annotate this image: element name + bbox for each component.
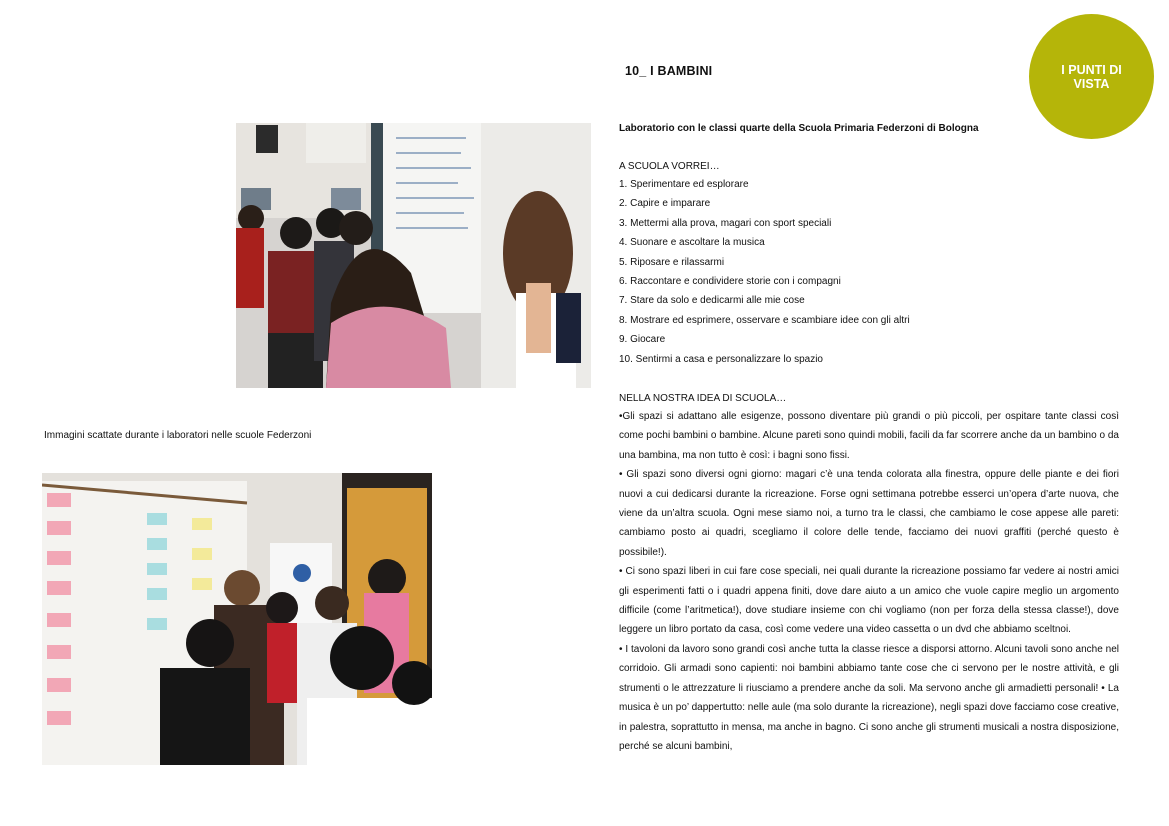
list-item: 6. Raccontare e condividere storie con i compagni (619, 276, 841, 288)
list-item: 10. Sentirmi a casa e personalizzare lo spazio (619, 353, 823, 365)
idea-heading: NELLA NOSTRA IDEA DI SCUOLA… (619, 393, 787, 404)
wish-heading: A SCUOLA VORREI… (619, 161, 720, 172)
list-item: 4. Suonare e ascoltare la musica (619, 237, 765, 249)
idea-paragraph: • Gli spazi sono diversi ogni giorno: magari c’è una tenda colorata alla finestra, oppure delle piante e dei fiori nuovi a cui dedicarsi durante la ricreazione. Forse ogni settimana potrebbe esserci un’opera d’arte nuova, che viene da un’altra scuola. Ogni mese siamo noi, a turno tra le classi, che cambiamo le cose appese alle pareti: cambiamo posto ai quadri, scegliamo il colore delle tende, facciamo dei nuovi graffiti (perché questo è possibile!). (619, 469, 1119, 558)
photo-caption: Immagini scattate durante i laboratori nelle scuole Federzoni (44, 430, 312, 441)
children-at-board-image (236, 123, 591, 388)
idea-paragraph: • I tavoloni da lavoro sono grandi così anche tutta la classe riesce a disporsi attorno. Alcuni tavoli sono anche nel corridoio. Gli armadi sono capienti: noi bambini abbiamo tante cose che ci servono per le nostre attività, e gli strumenti o le attrezzature li riusciamo a prendere anche da soli. Ma servono anche gli armadietti personali! • La musica è un po’ dappertutto: nelle aule (ma solo durante la ricreazione), negli spazi dove facciamo cose creative, in palestra, soprattutto in mensa, ma anche in bagno. Ci sono anche gli strumenti musicali a nostra disposizione, perché se alcuni bambini, (619, 643, 1119, 752)
idea-paragraph: • Ci sono spazi liberi in cui fare cose speciali, nei quali durante la ricreazione possiamo far vedere ai nostri amici gli esperimenti fatti o i quadri appena finiti, dove dare aiuto a un amico che vuole capire meglio un argomento difficile (come l’aritmetica!), dove studiare insieme con chi vogliamo (non per forza della stessa classe!), dove leggere un libro portato da casa, così come vedere una video cassetta o un dvd che abbiamo sceltnoi. (619, 566, 1119, 636)
classroom-photo-top (236, 123, 591, 388)
list-item: 8. Mostrare ed esprimere, osservare e scambiare idee con gli altri (619, 314, 910, 326)
list-item: 3. Mettermi alla prova, magari con sport speciali (619, 217, 832, 229)
wish-list (619, 175, 1119, 369)
badge-line-1: I PUNTI DI (1061, 62, 1122, 77)
idea-paragraph: •Gli spazi si adattano alle esigenze, possono diventare più grandi o più piccoli, per ospitare tante classi così come pochi bambini o bambine. Alcune pareti sono quindi mobili, facili da far scorrere anche da un bambino o da una bambina, ma non tutto è così: i bagni sono fissi. (619, 411, 1119, 461)
list-item: 5. Riposare e rilassarmi (619, 256, 725, 268)
list-item: 2. Capire e imparare (619, 198, 711, 210)
classroom-photo-bottom (42, 473, 432, 765)
list-item: 9. Giocare (619, 334, 666, 346)
children-at-notes-board-image (42, 473, 432, 765)
list-item: 1. Sperimentare ed esplorare (619, 179, 749, 190)
lab-subtitle: Laboratorio con le classi quarte della Scuola Primaria Federzoni di Bologna (619, 123, 979, 134)
idea-body (619, 407, 1119, 756)
badge-line-2: VISTA (1073, 76, 1110, 91)
list-item: 7. Stare da solo e dedicarmi alle mie cose (619, 295, 805, 307)
section-title: 10_ I BAMBINI (625, 64, 713, 78)
